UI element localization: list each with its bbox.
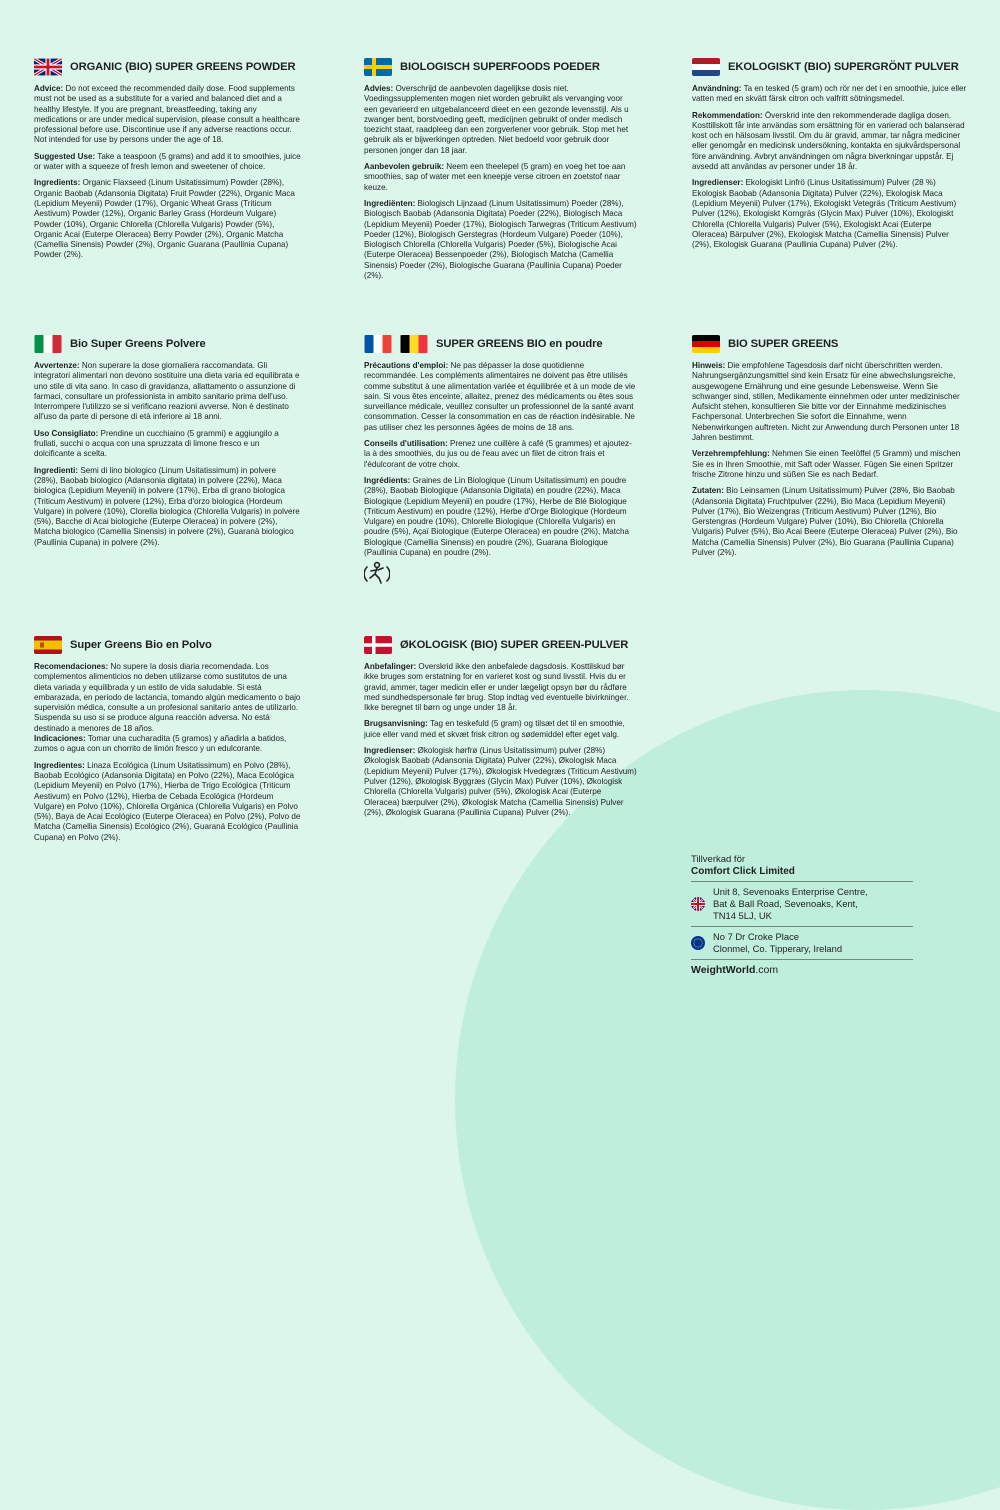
ingredients-label: Ingredienser:	[364, 746, 416, 756]
use-paragraph	[364, 719, 638, 740]
triman-recycle-icon	[364, 560, 390, 584]
use-text: Tomar una cucharadita (5 gramos) y añadirla a batidos, zumos o agua con un chorrito de limón fresco y un edulcorante.	[34, 734, 287, 754]
advice-text: Overskrid ikke den anbefalede dagsdosis. Kosttilskud bør ikke bruges som erstatning for en varieret kost og sund livsstil. Hvis du er gravid, ammer, tager medicin eller er under lægeligt opsyn bør du rådføre med sundhedspersonale før brug. Stop indtag ved eventuelle bivirkninger. Ikke beregnet til børn og unge under 18 år.	[364, 662, 629, 713]
ingredients-text: Ekologiskt Linfrö (Linus Usitatissimum) Pulver (28 %) Ekologisk Baobab (Adansonia Digitata) Pulver (22%), Ekologisk Maca (Lepidium Meyenii) Pulver (17%), Ekologiskt Vetegräs (Triticum Aestivum) Pulver (12%), Ekologiskt Korngräs (Glycin Max) Pulver (10%), Ekologiskt Chlorella (Chlorella Vulgaris) Pulver (5%), Ekologiskt Acai (Euterpe Oleracea) Bärpulver (2%), Ekologisk Matcha (Camellia Sinensis) Pulver (2%), Ekologisk Guarana (Paullinia Cupana) Pulver (2%).	[692, 178, 957, 250]
advice-label: Anbefalinger:	[364, 662, 417, 671]
advice-paragraph	[34, 662, 302, 734]
use-text: Nehmen Sie einen Teelöffel (5 Gramm) und mischen Sie es in Ihren Smoothie, mit Saft oder Wasser. Fügen Sie einen Spritzer frische Zitrone hinzu und süßen Sie es nach Bedarf.	[692, 449, 961, 479]
use-label: Användning:	[692, 84, 742, 93]
website-brand: WeightWorld	[691, 964, 756, 976]
ingredients-text: Organic Flaxseed (Linum Usitatissimum) Powder (28%), Organic Baobab (Adansonia Digitata) Fruit Powder (22%), Organic Maca (Lepidium Meyenii) Powder (17%), Organic Wheat Grass (Triticum Aestivum) Powder (12%), Organic Barley Grass (Hordeum Vulgare) Powder (10%), Organic Chlorella (Chlorella Vulgaris) Powder (5%), Organic Acai (Euterpe Oleracea) Berry Powder (2%), Organic Matcha (Camellia Sinensis) Powder (2%), Organic Guarana (Paullinia Cupana) Powder (2%).	[34, 178, 295, 260]
ingredients-label: Ingrediënten:	[364, 198, 416, 208]
uk-address-line: Unit 8, Sevenoaks Enterprise Centre,	[713, 886, 868, 897]
advice-text: No supere la dosis diaria recomendada. Los complementos alimenticios no deben utilizarse como sustitutos de una dieta variada y equilibrada y un estilo de vida saludable. Si está embarazada, en periodo de lactancia, tomando algún medicamento o bajo supervisión médica, consulte a un profesional sanitario antes de utilizarlo. Suspenda su uso si se produce alguna reacción adversa. No está destinado a menores de 18 años.	[34, 662, 301, 733]
section-title: SUPER GREENS BIO en poudre	[436, 338, 603, 350]
section-swedish	[692, 56, 968, 256]
section-spanish	[34, 634, 302, 849]
section-french	[364, 333, 638, 589]
section-title: BIOLOGISCH SUPERFOODS POEDER	[400, 61, 600, 73]
company-name: Comfort Click Limited	[691, 866, 795, 877]
use-text: Take a teaspoon (5 grams) and add it to smoothies, juice or water with a squeeze of fresh lemon and sweetener of choice.	[34, 151, 301, 172]
spain-flag-icon	[34, 636, 62, 654]
use-text: Prendine un cucchiaino (5 grammi) e aggiungilo a frullati, succhi o acqua con una spruzzata di limone fresco e un dolcificante a scelta.	[34, 428, 279, 459]
use-text: Neem een theelepel (5 gram) en voeg het toe aan smoothies, sap of water met een kneepje verse citroen en zoetstof naar keuze.	[364, 162, 626, 192]
section-english	[34, 56, 302, 267]
advice-label: Précautions d'emploi:	[364, 361, 449, 370]
ingredients-text: Semi di lino biologico (Linum Usitatissimum) in polvere (28%), Baobab biologico (Adansonia digitata) in polvere (22%), Maca biologica (Lepidium Meyenii) in polvere (17%), Erba di grano biologica (Triticum Aestivum) in polvere (12%), Erba d'orzo biologica (Hordeum Vulgare) in polvere (10%), Clorella biologica (Chlorella Vulgaris) in polvere (5%), Bacche di Acai biologiche (Euterpe Oleracea) in polvere (2%), Matcha biologico (Camellia Sinensis) in polvere (2%), Guaranà biologico (Paullinia Cupana) in polvere (2%).	[34, 465, 300, 547]
uk-flag-icon	[34, 58, 62, 76]
section-title: Super Greens Bio en Polvo	[70, 639, 212, 651]
advice-text: Overschrijd de aanbevolen dagelijkse dosis niet. Voedingssupplementen mogen niet worden gebruikt als vervanging voor een gevarieerd en uitgebalanceerd dieet en een gezonde levensstijl. Als u zwanger bent, borstvoeding geeft, medicijnen gebruikt of onder medisch toezicht staat, raadpleeg dan een zorgverlener voor gebruik. Stop met het gebruik als er bijwerkingen optreden. Niet bedoeld voor gebruik door personen jonger dan 18 jaar.	[364, 84, 629, 155]
ingredients-label: Ingredienti:	[34, 465, 79, 475]
advice-label: Advice:	[34, 84, 64, 93]
section-title: ORGANIC (BIO) SUPER GREENS POWDER	[70, 61, 296, 73]
advice-paragraph	[692, 361, 968, 443]
divider	[691, 926, 913, 927]
ingredients-label: Ingredients:	[34, 178, 81, 188]
ingredients-label: Ingredienser:	[692, 178, 744, 188]
website	[691, 964, 913, 976]
use-label: Brugsanvisning:	[364, 719, 428, 729]
netherlands-flag-icon	[692, 58, 720, 76]
ireland-address-line: Clonmel, Co. Tipperary, Ireland	[713, 943, 843, 954]
advice-paragraph	[364, 361, 638, 433]
ingredients-paragraph	[364, 199, 638, 281]
ingredients-paragraph	[364, 476, 638, 558]
ingredients-label: Zutaten:	[692, 486, 724, 496]
section-italian	[34, 333, 302, 554]
section-danish	[364, 634, 638, 824]
advice-label: Avvertenze:	[34, 361, 80, 370]
use-label: Conseils d'utilisation:	[364, 439, 448, 449]
uk-flag-icon	[691, 897, 705, 911]
use-paragraph	[34, 152, 302, 173]
use-label: Aanbevolen gebruik:	[364, 162, 445, 172]
use-label: Verzehrempfehlung:	[692, 449, 770, 459]
use-paragraph	[364, 439, 638, 470]
ingredients-text: Biologisch Lijnzaad (Linum Usitatissimum) Poeder (28%), Biologisch Baobab (Adansonia Digitata) Poeder (22%), Biologisch Maca (Lepidium Meyenii) Poeder (17%), Biologisch Tarwegras (Triticum Aestivum) Poeder (12%), Biologisch Gerstegras (Hordeum Vulgare) Poeder (10%), Biologisch Chlorella (Chlorella Vulgaris) Poeder (5%), Biologische Acai (Euterpe Oleracea) Bessenpoeder (2%), Biologisch Matcha (Camellia Sinensis) Poeder (2%), Biologische Guarana (Paullinia Cupana) Poeder (2%).	[364, 198, 637, 281]
ingredients-paragraph	[692, 486, 968, 558]
uk-address-line: TN14 5LJ, UK	[713, 910, 772, 921]
advice-text: Non superare la dose giornaliera raccomandata. Gli integratori alimentari non devono sostituire una dieta varia ed equilibrata e uno stile di vita sano. In caso di gravidanza, allattamento o assunzione di farmaci, consultare un professionista in ambito sanitario prima dell'uso. Interrompere l'utilizzo se si verificano reazioni avverse. Non è destinato all'uso da parte di persone di età inferiore ai 18 anni.	[34, 361, 300, 422]
ingredients-text: Økologisk hørfrø (Linus Usitatissimum) pulver (28%) Økologisk Baobab (Adansonia Digitata) Pulver (22%), Økologisk Maca (Lepidium Meyenii) Pulver (17%), Økologisk Hvedegræs (Triticum Aestivum) Pulver (12%), Økologisk Byggræs (Glycin Max) Pulver (10%), Økologisk Chlorella (Chlorella Vulgaris) pulver (5%), Økologisk Acai (Euterpe Oleracea) bærpulver (2%), Økologisk Matcha (Camellia Sinensis) Pulver (2%), Økologisk Guarana (Paullinia Cupana) Pulver (2%).	[364, 746, 637, 817]
ingredients-paragraph	[34, 466, 302, 548]
advice-text: Do not exceed the recommended daily dose. Food supplements must not be used as a substitute for a varied and balanced diet and a healthy lifestyle. If you are pregnant, breastfeeding, taking any medications or are under medical supervision, please consult a healthcare professional before use. Discontinue use if any adverse reactions occur. Not intended for use by persons under the age of 18.	[34, 84, 300, 145]
section-title: BIO SUPER GREENS	[728, 338, 839, 350]
france-flag-icon	[364, 335, 392, 353]
ireland-address	[691, 931, 913, 955]
ingredients-label: Ingrédients:	[364, 475, 411, 485]
sweden-flag-icon	[364, 58, 392, 76]
advice-paragraph	[34, 361, 302, 423]
use-paragraph	[34, 734, 302, 755]
use-paragraph	[34, 429, 302, 460]
ireland-address-line: No 7 Dr Croke Place	[713, 931, 799, 942]
denmark-flag-icon	[364, 636, 392, 654]
manufacturer-imprint	[691, 854, 913, 976]
advice-text: Ne pas dépasser la dose quotidienne recommandée. Les compléments alimentaires ne doivent pas être utilisés comme substitut à une alimentation variée et équilibrée et à un mode de vie sain. Si vous êtes enceinte, allaitez, prenez des médicaments ou êtes sous surveillance médicale, veuillez consulter un professionnel de la santé avant consommation. Cesser la consommation en cas de réaction indésirable. Ne pas utiliser chez les personnes âgées de moins de 18 ans.	[364, 361, 636, 432]
ingredients-text: Linaza Ecológica (Linum Usitatissimum) en Polvo (28%), Baobab Ecológico (Adansonia Digitata) en Polvo (22%), Maca Ecológica (Lepidium Meyenii) en Polvo (17%), Hierba de Trigo Ecológica (Triticum Aestivum) en Polvo (12%), Hierba de Cebada Ecológica (Hordeum Vulgare) en Polvo (10%), Chlorella Orgánica (Chlorella Vulgaris) en Polvo (5%), Baya de Acai Ecológico (Euterpe Oleracea) en Polvo (2%), Polvo de Matcha (Camellia Sinensis) Ecológico (2%), Guaraná Ecológico (Paullinia Cupana) en Polvo (2%).	[34, 760, 301, 842]
advice-label: Advies:	[364, 84, 394, 93]
use-text: Prenez une cuillère à café (5 grammes) et ajoutez-la à des smoothies, du jus ou de l'eau avec un filet de citron frais et l'édulcorant de votre choix.	[364, 439, 632, 469]
use-text: Tag en teskefuld (5 gram) og tilsæt det til en smoothie, juice eller vand med et skvæt frisk citron og sødemiddel efter eget valg.	[364, 719, 625, 739]
made-for-label: Tillverkad för	[691, 854, 746, 865]
section-title: ØKOLOGISK (BIO) SUPER GREEN-PULVER	[400, 639, 629, 651]
section-german	[692, 333, 968, 564]
divider	[691, 959, 913, 960]
section-title: EKOLOGISKT (BIO) SUPERGRÖNT PULVER	[728, 61, 959, 73]
use-label: Indicaciones:	[34, 734, 86, 744]
use-text: Ta en tesked (5 gram) och rör ner det i en smoothie, juice eller vatten med en skvätt färsk citron och valfritt sötningsmedel.	[692, 84, 967, 104]
ingredients-paragraph	[364, 746, 638, 818]
advice-paragraph	[364, 84, 638, 156]
advice-paragraph	[34, 84, 302, 146]
advice-label: Rekommendation:	[692, 110, 763, 120]
germany-flag-icon	[692, 335, 720, 353]
use-paragraph	[364, 162, 638, 193]
ingredients-label: Ingredientes:	[34, 760, 85, 770]
advice-label: Recomendaciones:	[34, 662, 109, 671]
ingredients-paragraph	[692, 178, 968, 250]
advice-label: Hinweis:	[692, 361, 726, 370]
advice-text: Överskrid inte den rekommenderade dagliga dosen. Kosttillskott får inte användas som ersättning för en varierad och balanserad kost och en hälsosam livsstil. Om du är gravid, ammar, tar några mediciner eller genomgår en medicinsk undersökning, kontakta en sjukvårdspersonal före användning. Avbryt användningen om några biverkningar uppstår. Ej avsedd att användas av personer under 18 år.	[692, 110, 965, 172]
uk-address	[691, 886, 913, 922]
ingredients-text: Bio Leinsamen (Linum Usitatissimum) Pulver (28%, Bio Baobab (Adansonia Digitata) Fruchtpulver (22%), Bio Maca (Lepidium Meyenii) Pulver (17%), Bio Weizengras (Triticum Aestivum) Pulver (12%), Bio Gerstengras (Hordeum Vulgare) Pulver (10%), Bio Chlorella (Chlorella Vulgaris) Pulver (5%), Bio Acai Beere (Euterpe Oleracea) Pulver (2%), Bio Matcha (Camellia Sinensis) Pulver (2%), Bio Guarana (Paullinia Cupana) Pulver (2%).	[692, 486, 958, 558]
section-dutch	[364, 56, 638, 287]
eu-flag-icon	[691, 936, 705, 950]
use-paragraph	[692, 449, 968, 480]
advice-paragraph	[692, 111, 968, 173]
uk-address-line: Bat & Ball Road, Sevenoaks, Kent,	[713, 898, 858, 909]
italy-flag-icon	[34, 335, 62, 353]
ingredients-paragraph	[34, 178, 302, 260]
belgium-flag-icon	[400, 335, 428, 353]
divider	[691, 881, 913, 882]
website-suffix: .com	[755, 964, 779, 976]
ingredients-text: Graines de Lin Biologique (Linum Usitatissimum) en poudre (28%), Baobab Biologique (Adansonia Digitata) en poudre (22%), Maca Biologique (Lepidium Meyenii) en poudre (17%), Herbe de Blé Biologique (Triticum Aestivum) en poudre (12%), Herbe d'Orge Biologique (Hordeum Vulgare) en poudre (10%), Chlorelle Biologique (Chlorella Vulgaris) en poudre (5%), Açaï Biologique (Euterpe Oleracea) en poudre (2%), Matcha Biologique (Camellia Sinensis) en poudre (2%), Guarana Biologique (Paullinia Cupana) en poudre (2%).	[364, 475, 629, 558]
advice-text: Die empfohlene Tagesdosis darf nicht überschritten werden. Nahrungsergänzungsmittel sind kein Ersatz für eine abwechslungsreiche, ausgewogene Ernährung und eine gesunde Lebensweise. Wenn Sie schwanger sind, stillen, Medikamente einnehmen oder unter medizinischer Aufsicht stehen, konsultieren Sie bitte vor der Einnahme medizinisches Fachpersonal. Unterbrechen Sie sofort die Einnahme, wenn Nebenwirkungen auftreten. Nicht zur Anwendung durch Personen unter 18 Jahren bestimmt.	[692, 361, 960, 443]
use-label: Uso Consigliato:	[34, 428, 99, 438]
use-label: Suggested Use:	[34, 151, 96, 161]
use-paragraph	[692, 84, 968, 105]
advice-paragraph	[364, 662, 638, 713]
section-title: Bio Super Greens Polvere	[70, 338, 206, 350]
ingredients-paragraph	[34, 761, 302, 843]
